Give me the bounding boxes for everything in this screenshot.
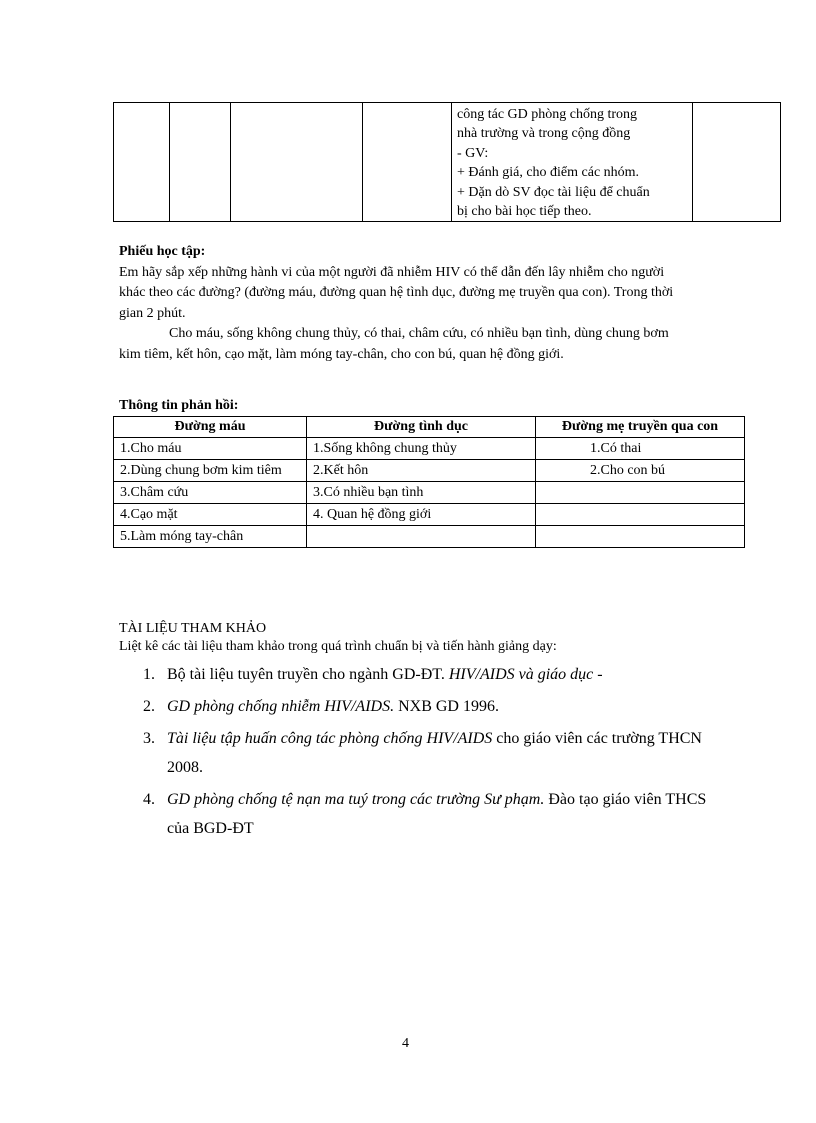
reference-item [119, 692, 719, 721]
table-cell: 3.Có nhiều bạn tình [307, 482, 536, 504]
reference-item [119, 660, 719, 689]
reference-title: Tài liệu tập huấn công tác phòng chống HIV/AIDS [167, 730, 493, 747]
reference-text: Đào tạo giáo viên THCS của BGD-ĐT [167, 791, 707, 837]
table-cell: 5.Làm móng tay-chân [114, 526, 307, 548]
activity-line: công tác GD phòng chống trong [457, 107, 638, 122]
table-cell [170, 103, 231, 222]
activity-line: - GV: [457, 145, 489, 161]
table-cell [693, 103, 781, 222]
reference-number: 2. [143, 698, 155, 715]
table-cell [114, 103, 170, 222]
header-blood: Đường máu [114, 417, 307, 438]
header-mother-child: Đường mẹ truyền qua con [536, 417, 745, 438]
table-header-row [114, 417, 745, 438]
table-cell [536, 482, 745, 504]
reference-title: GD phòng chống nhiễm HIV/AIDS. [167, 698, 395, 715]
activity-cell [452, 103, 693, 222]
table-row [114, 526, 745, 548]
table-row [114, 482, 745, 504]
reference-number: 3. [143, 730, 155, 747]
table-cell [307, 526, 536, 548]
table-cell [363, 103, 452, 222]
table-cell: 2.Kết hôn [307, 460, 536, 482]
worksheet-title: Phiếu học tập: [119, 244, 206, 259]
table-cell: 2.Cho con bú [536, 460, 745, 482]
table-cell [536, 526, 745, 548]
lesson-plan-table [113, 102, 781, 222]
table-cell: 2.Dùng chung bơm kim tiêm [114, 460, 307, 482]
reference-title: HIV/AIDS và giáo dục [448, 666, 594, 683]
table-cell: 1.Có thai [536, 438, 745, 460]
reference-text: Bộ tài liệu tuyên truyền cho ngành GD-ĐT. [167, 666, 449, 683]
reference-title: GD phòng chống tệ nạn ma tuý trong các trường Sư phạm. [167, 791, 545, 808]
table-row [114, 504, 745, 526]
activity-line: bị cho bài học tiếp theo. [457, 204, 592, 220]
worksheet-prompt: Em hãy sắp xếp những hành vi của một người đã nhiễm HIV có thể dẫn đến lây nhiễm cho người khác theo các đường? (đường máu, đường quan hệ tình dục, đường mẹ truyền qua con). Trong thời gian 2 phút. [119, 264, 674, 321]
reference-number: 4. [143, 791, 155, 808]
table-cell: 1.Sống không chung thủy [307, 438, 536, 460]
activity-line: nhà trường và trong cộng đồng [457, 126, 631, 142]
reference-text: - [593, 666, 603, 683]
table-cell [536, 504, 745, 526]
table-cell: 4.Cạo mặt [114, 504, 307, 526]
table-cell: 1.Cho máu [114, 438, 307, 460]
worksheet-section [119, 242, 689, 365]
table-cell: 3.Châm cứu [114, 482, 307, 504]
header-sexual: Đường tình dục [307, 417, 536, 438]
table-row [114, 460, 745, 482]
feedback-title: Thông tin phản hồi: [119, 398, 239, 413]
table-row [114, 438, 745, 460]
page-number: 4 [402, 1036, 409, 1051]
activity-line: + Đánh giá, cho điểm các nhóm. [457, 165, 640, 181]
reference-item [119, 785, 719, 843]
table-cell [231, 103, 363, 222]
references-intro: Liệt kê các tài liệu tham khảo trong quá trình chuẩn bị và tiến hành giảng dạy: [119, 639, 557, 654]
worksheet-behaviors: Cho máu, sống không chung thủy, có thai, châm cứu, có nhiều bạn tình, dùng chung bơm kim tiêm, kết hôn, cạo mặt, làm móng tay-chân, cho con bú, quan hệ đồng giới. [119, 326, 669, 362]
references-heading: TÀI LIỆU THAM KHẢO [119, 621, 267, 636]
table-row [114, 103, 781, 222]
references-list [119, 660, 719, 846]
reference-text: cho giáo viên các trường THCN 2008. [167, 730, 702, 776]
reference-number: 1. [143, 666, 155, 683]
table-cell: 4. Quan hệ đồng giới [307, 504, 536, 526]
reference-item [119, 724, 719, 782]
activity-line: + Dặn dò SV đọc tài liệu để chuẩn [457, 184, 650, 200]
feedback-table [113, 416, 745, 548]
reference-text: NXB GD 1996. [394, 698, 499, 715]
